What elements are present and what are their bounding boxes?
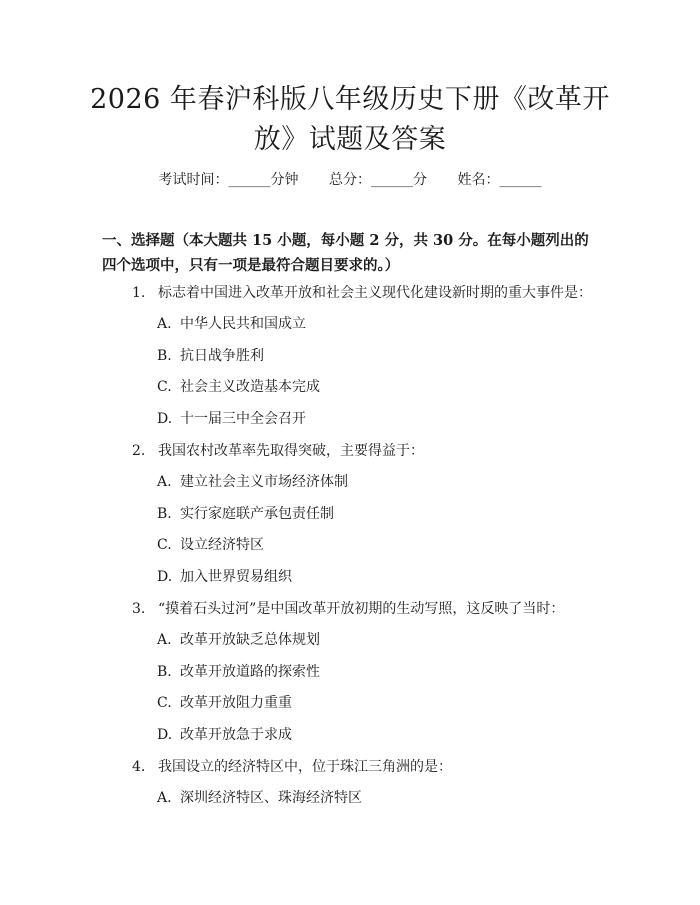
option-text: 改革开放急于求成 — [180, 727, 292, 743]
question-text: 我国设立的经济特区中，位于珠江三角洲的是： — [158, 759, 452, 775]
question-1-option-d — [157, 409, 597, 429]
question-3-option-b — [157, 662, 597, 682]
option-letter: A. — [157, 632, 172, 648]
option-letter: D. — [157, 569, 173, 585]
option-text: 建立社会主义市场经济体制 — [180, 474, 348, 490]
option-text: 深圳经济特区、珠海经济特区 — [180, 790, 362, 806]
question-3 — [132, 599, 602, 619]
section-heading: 一、选择题（本大题共 15 小题，每小题 2 分，共 30 分。在每小题列出的四个选项中，只有一项是最符合题目要求的。） — [102, 232, 589, 274]
total-score-field: 总分：______分 — [329, 172, 427, 188]
question-3-option-d — [157, 725, 597, 745]
question-1-option-c — [157, 377, 597, 397]
option-letter: C. — [157, 537, 172, 553]
question-2-option-b — [157, 504, 597, 524]
option-text: 改革开放缺乏总体规划 — [180, 632, 320, 648]
option-letter: B. — [157, 664, 172, 680]
option-letter: B. — [157, 348, 172, 364]
option-letter: D. — [157, 727, 173, 743]
option-text: 社会主义改造基本完成 — [180, 379, 320, 395]
question-4 — [132, 757, 602, 777]
question-text: 我国农村改革率先取得突破，主要得益于： — [158, 443, 424, 459]
question-3-option-a — [157, 630, 597, 650]
question-number: 1. — [132, 285, 146, 301]
option-letter: B. — [157, 506, 172, 522]
title-line-2: 放》试题及答案 — [253, 124, 447, 155]
option-text: 抗日战争胜利 — [180, 348, 264, 364]
option-letter: A. — [157, 474, 172, 490]
title-line-1: 2026 年春沪科版八年级历史下册《改革开 — [90, 84, 610, 115]
question-1-option-a — [157, 314, 597, 334]
option-letter: C. — [157, 379, 172, 395]
option-letter: A. — [157, 316, 172, 332]
option-text: 改革开放阻力重重 — [180, 695, 292, 711]
option-text: 设立经济特区 — [180, 537, 264, 553]
option-letter: D. — [157, 411, 173, 427]
student-name-field: 姓名：______ — [457, 172, 542, 188]
exam-meta — [0, 170, 700, 190]
question-number: 3. — [132, 601, 146, 617]
exam-time-field: 考试时间：______分钟 — [158, 172, 299, 188]
option-letter: C. — [157, 695, 172, 711]
question-2-option-c — [157, 535, 597, 555]
question-1 — [132, 283, 602, 303]
option-text: 中华人民共和国成立 — [180, 316, 306, 332]
question-2 — [132, 441, 602, 461]
option-letter: A. — [157, 790, 172, 806]
option-text: 加入世界贸易组织 — [180, 569, 292, 585]
question-number: 4. — [132, 759, 146, 775]
page-title — [0, 80, 700, 160]
question-2-option-d — [157, 567, 597, 587]
question-text: “摸着石头过河”是中国改革开放初期的生动写照，这反映了当时： — [158, 601, 565, 617]
question-number: 2. — [132, 443, 146, 459]
question-4-option-a — [157, 788, 597, 808]
option-text: 十一届三中全会召开 — [180, 411, 306, 427]
question-3-option-c — [157, 693, 597, 713]
question-1-option-b — [157, 346, 597, 366]
question-text: 标志着中国进入改革开放和社会主义现代化建设新时期的重大事件是： — [158, 285, 592, 301]
option-text: 实行家庭联产承包责任制 — [180, 506, 334, 522]
option-text: 改革开放道路的探索性 — [180, 664, 320, 680]
question-2-option-a — [157, 472, 597, 492]
